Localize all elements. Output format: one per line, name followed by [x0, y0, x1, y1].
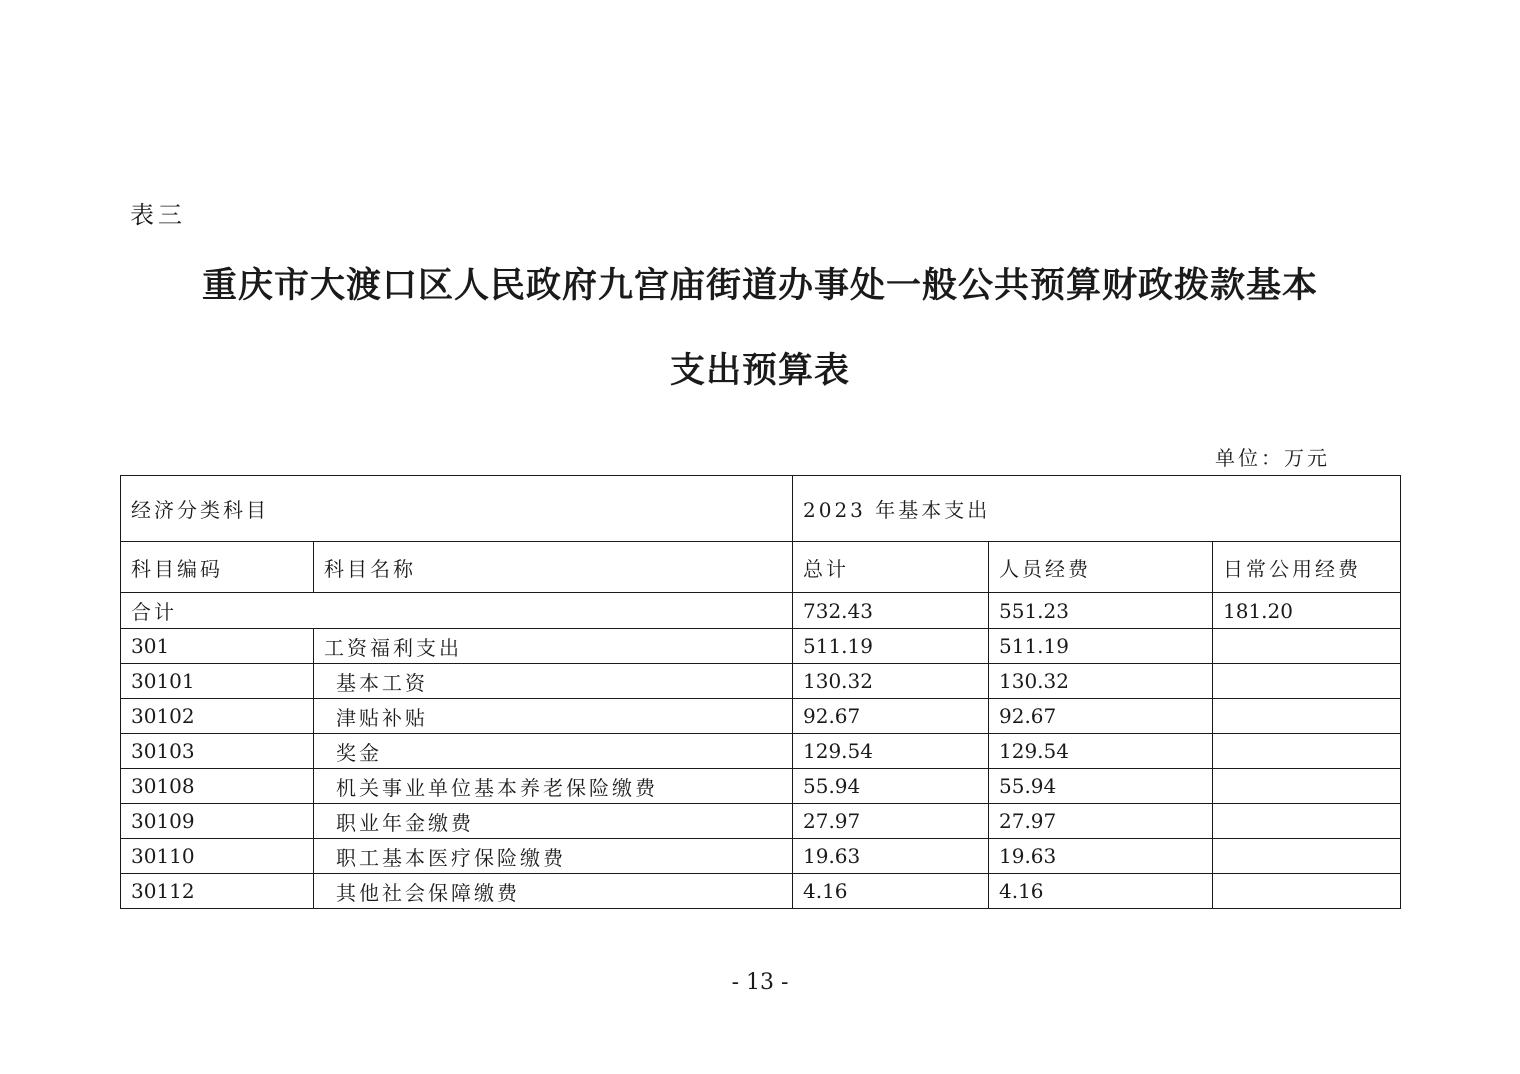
row-code: 30103: [121, 734, 314, 769]
row-public: [1213, 769, 1401, 804]
row-code: 30102: [121, 699, 314, 734]
table-row: [121, 804, 1401, 839]
row-public: [1213, 664, 1401, 699]
row-public: [1213, 629, 1401, 664]
table-row: [121, 699, 1401, 734]
row-personnel: 27.97: [989, 804, 1213, 839]
header-public: 日常公用经费: [1213, 542, 1401, 593]
header-name: 科目名称: [314, 542, 793, 593]
row-code: 301: [121, 629, 314, 664]
table-row: [121, 769, 1401, 804]
table-label: 表三: [130, 201, 186, 229]
row-public: [1213, 874, 1401, 909]
row-personnel: 4.16: [989, 874, 1213, 909]
row-total: 511.19: [793, 629, 989, 664]
table-row: [121, 664, 1401, 699]
page-number: - 13 -: [731, 970, 789, 995]
row-name: 机关事业单位基本养老保险缴费: [314, 769, 793, 804]
row-public: [1213, 734, 1401, 769]
total-label: 合计: [121, 593, 793, 629]
row-code: 30108: [121, 769, 314, 804]
document-title-line1: 重庆市大渡口区人民政府九宫庙街道办事处一般公共预算财政拨款基本: [201, 266, 1318, 306]
row-personnel: 511.19: [989, 629, 1213, 664]
row-public: [1213, 804, 1401, 839]
table-row: [121, 874, 1401, 909]
row-name: 基本工资: [314, 664, 793, 699]
row-total: 19.63: [793, 839, 989, 874]
header-expense: 2023 年基本支出: [793, 476, 1401, 542]
row-total: 4.16: [793, 874, 989, 909]
row-code: 30110: [121, 839, 314, 874]
row-total: 92.67: [793, 699, 989, 734]
header-row-2: [121, 542, 1401, 593]
header-row-1: [121, 476, 1401, 542]
row-total: 129.54: [793, 734, 989, 769]
row-name: 奖金: [314, 734, 793, 769]
header-personnel: 人员经费: [989, 542, 1213, 593]
budget-table: [120, 475, 1401, 909]
unit-label: 单位：万元: [1215, 446, 1330, 470]
header-code: 科目编码: [121, 542, 314, 593]
total-total: 732.43: [793, 593, 989, 629]
row-personnel: 130.32: [989, 664, 1213, 699]
document-title-line2: 支出预算表: [669, 351, 850, 391]
row-total: 27.97: [793, 804, 989, 839]
row-personnel: 55.94: [989, 769, 1213, 804]
row-public: [1213, 699, 1401, 734]
table-row: [121, 839, 1401, 874]
table-row: [121, 629, 1401, 664]
row-total: 55.94: [793, 769, 989, 804]
row-code: 30101: [121, 664, 314, 699]
row-personnel: 92.67: [989, 699, 1213, 734]
row-public: [1213, 839, 1401, 874]
total-row: [121, 593, 1401, 629]
table-row: [121, 734, 1401, 769]
row-personnel: 19.63: [989, 839, 1213, 874]
total-public: 181.20: [1213, 593, 1401, 629]
row-code: 30112: [121, 874, 314, 909]
row-name: 其他社会保障缴费: [314, 874, 793, 909]
row-name: 工资福利支出: [314, 629, 793, 664]
header-category: 经济分类科目: [121, 476, 793, 542]
row-code: 30109: [121, 804, 314, 839]
row-name: 津贴补贴: [314, 699, 793, 734]
row-name: 职工基本医疗保险缴费: [314, 839, 793, 874]
row-personnel: 129.54: [989, 734, 1213, 769]
row-name: 职业年金缴费: [314, 804, 793, 839]
total-personnel: 551.23: [989, 593, 1213, 629]
row-total: 130.32: [793, 664, 989, 699]
header-total: 总计: [793, 542, 989, 593]
